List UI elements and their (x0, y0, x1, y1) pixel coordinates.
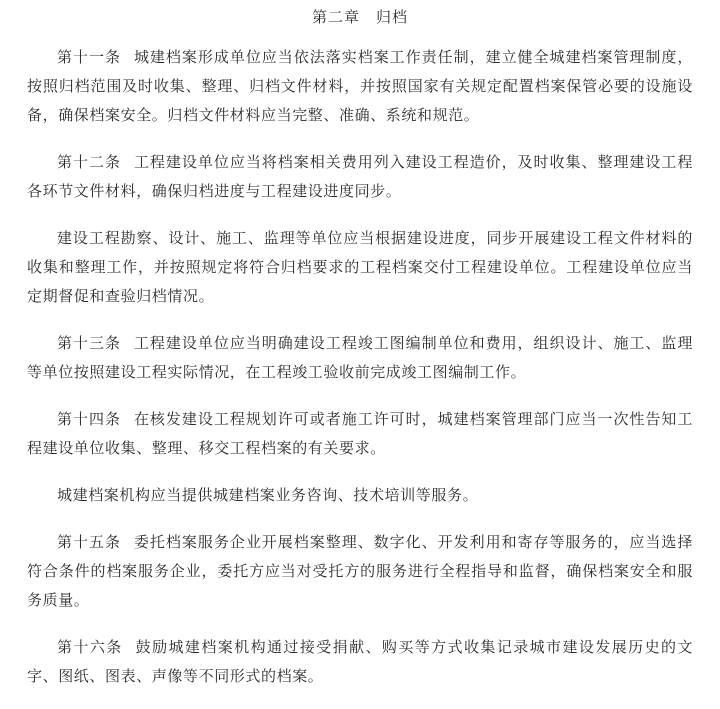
article-text: 委托档案服务企业开展档案整理、数字化、开发利用和寄存等服务的，应当选择符合条件的档案服务企业，委托方应当对受托方的服务进行全程指导和监督，确保档案安全和服务质量。 (27, 533, 693, 609)
article-label: 第十一条 (57, 48, 121, 66)
article-11 (27, 43, 693, 130)
paragraph-text: 城建档案机构应当提供城建档案业务咨询、技术培训等服务。 (57, 486, 479, 504)
article-16 (27, 633, 693, 691)
chapter-title: 第二章 归档 (311, 8, 408, 26)
article-12-continuation (27, 224, 693, 311)
article-label: 第十六条 (57, 638, 123, 656)
paragraph-text: 建设工程勘察、设计、施工、监理等单位应当根据建设进度，同步开展建设工程文件材料的收集和整理工作，并按照规定将符合归档要求的工程档案交付工程建设单位。工程建设单位应当定期督促和查验归档情况。 (27, 229, 693, 305)
article-text: 城建档案形成单位应当依法落实档案工作责任制，建立健全城建档案管理制度，按照归档范围及时收集、整理、归档文件材料，并按照国家有关规定配置档案保管必要的设施设备，确保档案安全。归档文件材料应当完整、准确、系统和规范。 (27, 48, 693, 124)
article-text: 鼓励城建档案机构通过接受捐献、购买等方式收集记录城市建设发展历史的文字、图纸、图表、声像等不同形式的档案。 (27, 638, 693, 685)
article-14-continuation (27, 481, 693, 510)
document-body (27, 0, 693, 709)
article-text: 工程建设单位应当明确建设工程竣工图编制单位和费用，组织设计、施工、监理等单位按照建设工程实际情况，在工程竣工验收前完成竣工图编制工作。 (27, 334, 693, 381)
article-12 (27, 148, 693, 206)
article-label: 第十五条 (57, 533, 121, 551)
article-label: 第十二条 (57, 153, 121, 171)
article-label: 第十四条 (57, 410, 121, 428)
article-14 (27, 405, 693, 463)
article-text: 在核发建设工程规划许可或者施工许可时，城建档案管理部门应当一次性告知工程建设单位收集、整理、移交工程档案的有关要求。 (27, 410, 693, 457)
article-15 (27, 528, 693, 615)
article-text: 工程建设单位应当将档案相关费用列入建设工程造价，及时收集、整理建设工程各环节文件材料，确保归档进度与工程建设进度同步。 (27, 153, 693, 200)
article-label: 第十三条 (57, 334, 121, 352)
article-13 (27, 329, 693, 387)
